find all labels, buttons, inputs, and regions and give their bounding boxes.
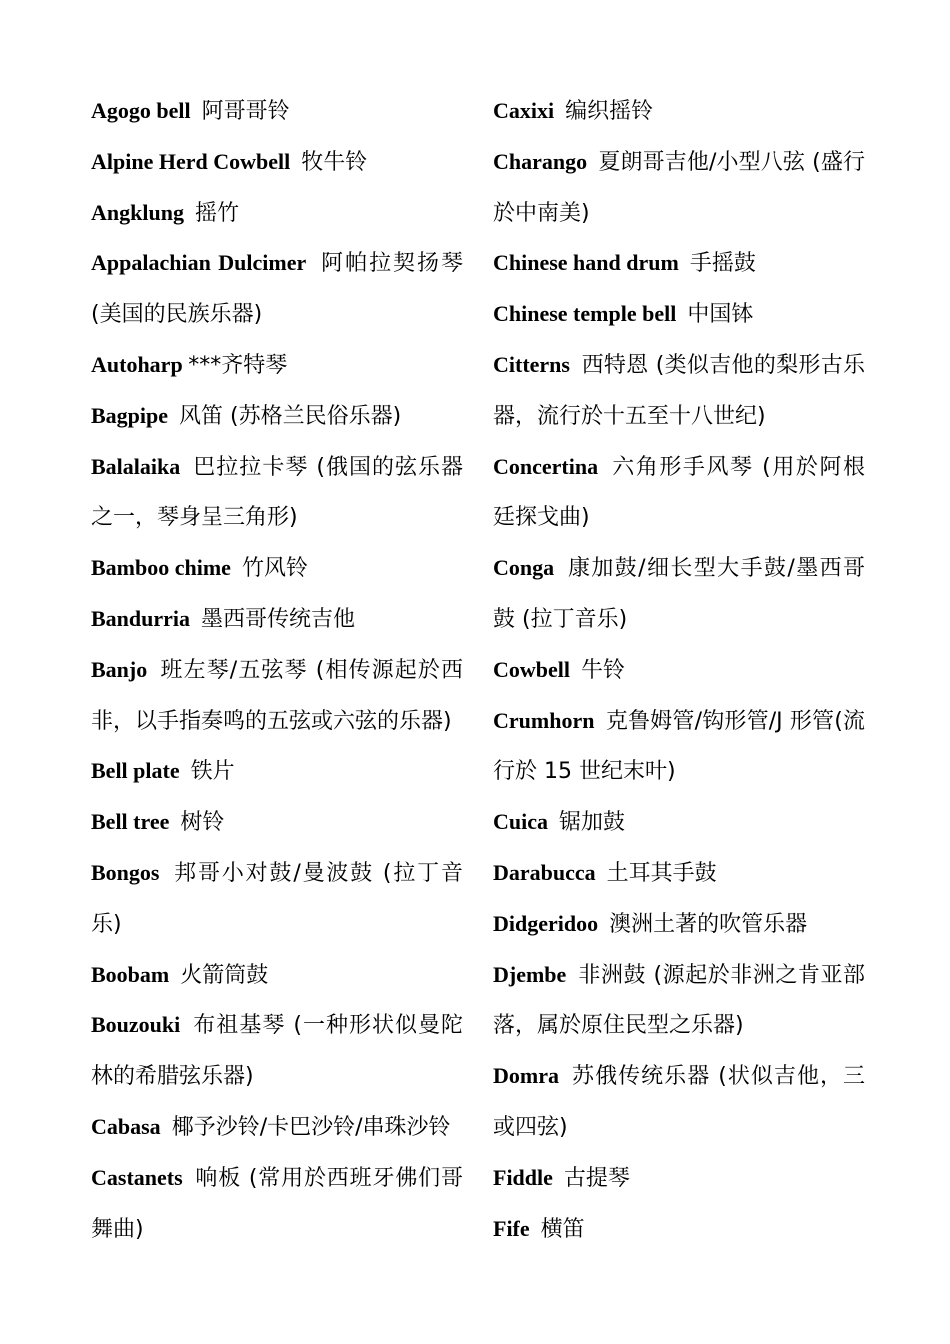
instrument-description: 克鲁姆管/钩形管/J 形管(流行於 15 世纪末叶) — [493, 708, 866, 785]
glossary-entry — [91, 188, 463, 239]
glossary-entry — [91, 137, 463, 188]
instrument-description: 火箭筒鼓 — [180, 962, 269, 988]
instrument-description: 横笛 — [540, 1216, 585, 1242]
glossary-entry — [493, 1204, 865, 1255]
instrument-term: Bongos — [91, 859, 160, 885]
instrument-description: 西特恩 (类似吉他的梨形古乐器，流行於十五至十八世纪) — [493, 352, 866, 429]
instrument-description: 布祖基琴 (一种形状似曼陀林的希腊弦乐器) — [91, 1013, 464, 1090]
instrument-term: Alpine Herd Cowbell — [91, 148, 291, 174]
instrument-term: Cuica — [493, 809, 548, 835]
instrument-description: 牛铃 — [581, 657, 626, 683]
instrument-term: Bell tree — [91, 809, 170, 835]
glossary-entry — [91, 238, 463, 340]
instrument-term: Citterns — [493, 351, 570, 377]
instrument-term: Fiddle — [493, 1164, 553, 1190]
glossary-entry — [493, 899, 865, 950]
instrument-description: 风笛 (苏格兰民俗乐器) — [179, 403, 402, 429]
instrument-term: Conga — [493, 555, 555, 581]
instrument-term: Bagpipe — [91, 402, 169, 428]
glossary-entry — [493, 950, 865, 1052]
instrument-term: Banjo — [91, 656, 148, 682]
glossary-entry — [493, 340, 865, 442]
glossary-entry — [493, 289, 865, 340]
glossary-entry — [91, 594, 463, 645]
instrument-term: Cabasa — [91, 1113, 161, 1139]
glossary-entry — [493, 543, 865, 645]
glossary-entry — [91, 848, 463, 950]
instrument-description: 阿帕拉契扬琴(美国的民族乐器) — [91, 251, 463, 328]
instrument-description: 牧牛铃 — [301, 149, 368, 175]
glossary-entry — [91, 645, 463, 747]
instrument-description: 椰予沙铃/卡巴沙铃/串珠沙铃 — [171, 1114, 451, 1140]
instrument-description: 非洲鼓 (源起於非洲之肯亚部落，属於原住民型之乐器) — [493, 962, 866, 1039]
instrument-term: Caxixi — [493, 98, 555, 123]
glossary-entry — [91, 442, 463, 544]
instrument-description: 编织摇铃 — [565, 99, 654, 124]
instrument-term: Balalaika — [91, 453, 181, 479]
instrument-description: 阿哥哥铃 — [201, 99, 290, 124]
instrument-description: ***齐特琴 — [188, 352, 288, 378]
instrument-description: 澳洲土著的吹管乐器 — [609, 911, 808, 937]
glossary-entry — [91, 1153, 463, 1255]
instrument-description: 土耳其手鼓 — [606, 860, 717, 886]
instrument-term: Castanets — [91, 1164, 183, 1190]
instrument-description: 苏俄传统乐器 (状似吉他，三或四弦) — [493, 1064, 866, 1140]
instrument-term: Chinese temple bell — [493, 301, 677, 327]
instrument-description: 康加鼓/细长型大手鼓/墨西哥鼓 (拉丁音乐) — [493, 556, 866, 632]
instrument-description: 响板 (常用於西班牙佛们哥舞曲) — [91, 1165, 464, 1242]
glossary-entry — [91, 746, 463, 797]
instrument-description: 树铃 — [180, 810, 225, 836]
instrument-description: 墨西哥传统吉他 — [201, 606, 356, 632]
glossary-entry — [493, 696, 865, 798]
instrument-description: 锯加鼓 — [559, 810, 626, 836]
instrument-description: 班左琴/五弦琴 (相传源起於西非，以手指奏鸣的五弦或六弦的乐器) — [91, 657, 463, 734]
instrument-term: Angklung — [91, 199, 184, 225]
glossary-entry — [493, 645, 865, 696]
left-column — [91, 86, 463, 1254]
glossary-entry — [493, 442, 865, 544]
glossary-entry — [91, 950, 463, 1001]
instrument-description: 中国钵 — [687, 302, 754, 328]
instrument-term: Darabucca — [493, 859, 596, 885]
glossary-entry — [493, 1153, 865, 1204]
glossary-entry — [91, 797, 463, 848]
instrument-term: Bamboo chime — [91, 555, 231, 581]
glossary-entry — [91, 1000, 463, 1102]
glossary-entry — [91, 86, 463, 137]
instrument-term: Bell plate — [91, 758, 180, 784]
instrument-term: Boobam — [91, 961, 170, 987]
instrument-description: 夏朗哥吉他/小型八弦 (盛行於中南美) — [493, 149, 865, 226]
glossary-entry — [493, 797, 865, 848]
instrument-term: Didgeridoo — [493, 910, 599, 936]
glossary-entry — [493, 1051, 865, 1153]
instrument-term: Bandurria — [91, 605, 191, 631]
instrument-term: Cowbell — [493, 656, 570, 682]
glossary-entry — [493, 848, 865, 899]
right-column — [493, 86, 865, 1254]
instrument-description: 巴拉拉卡琴 (俄国的弦乐器之一，琴身呈三角形) — [91, 454, 464, 531]
instrument-term: Charango — [493, 148, 588, 174]
instrument-term: Concertina — [493, 453, 599, 479]
instrument-term: Autoharp — [91, 351, 183, 377]
instrument-term: Appalachian Dulcimer — [91, 250, 307, 276]
instrument-term: Crumhorn — [493, 707, 595, 733]
glossary-entry — [493, 238, 865, 289]
instrument-description: 铁片 — [190, 759, 235, 785]
glossary-entry — [91, 1102, 463, 1153]
instrument-term: Chinese hand drum — [493, 250, 679, 276]
instrument-description: 摇竹 — [194, 200, 239, 226]
instrument-term: Djembe — [493, 961, 567, 987]
glossary-entry — [493, 86, 865, 137]
instrument-term: Agogo bell — [91, 98, 191, 123]
instrument-term: Bouzouki — [91, 1012, 181, 1038]
instrument-description: 邦哥小对鼓/曼波鼓 (拉丁音乐) — [91, 860, 463, 937]
instrument-description: 竹风铃 — [241, 556, 308, 582]
glossary-entry — [493, 137, 865, 239]
instrument-term: Domra — [493, 1063, 559, 1089]
glossary-entry — [91, 543, 463, 594]
instrument-term: Fife — [493, 1215, 530, 1241]
glossary-entry — [91, 391, 463, 442]
instrument-description: 古提琴 — [563, 1165, 630, 1191]
instrument-description: 六角形手风琴 (用於阿根廷探戈曲) — [493, 454, 866, 531]
glossary-entry — [91, 340, 463, 391]
instrument-description: 手摇鼓 — [689, 251, 756, 277]
